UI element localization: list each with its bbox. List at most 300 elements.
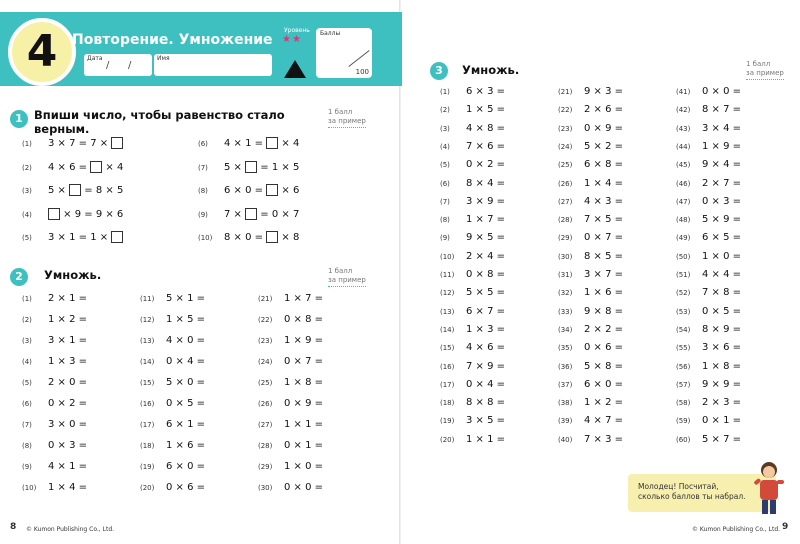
multiplication-problem [22, 335, 87, 346]
problem-number: (3) [22, 187, 32, 195]
multiplication-problem [558, 251, 623, 262]
level-stars-icon: ★★ [282, 34, 302, 45]
answer-box[interactable] [111, 231, 123, 243]
multiplication-problem [558, 196, 623, 207]
multiplication-problem [258, 335, 323, 346]
multiplication-problem [22, 398, 87, 409]
problem-number: (8) [198, 187, 208, 195]
problem-expression: 2 × 0 = [48, 377, 88, 388]
multiplication-problem [558, 123, 623, 134]
problem-number: (20) [140, 484, 155, 492]
multiplication-problem [676, 141, 741, 152]
problem-expression: 3 × 5 = [466, 415, 506, 427]
multiplication-problem [140, 398, 205, 409]
problem-expression-left: 5 × [48, 185, 70, 196]
problem-number: (29) [558, 234, 573, 243]
problem-expression-right: × 4 [278, 138, 300, 149]
problem-number: (8) [22, 442, 32, 450]
problem-expression: 6 × 3 = [466, 86, 506, 97]
problem-expression: 0 × 7 = [284, 356, 324, 367]
problem-expression: 0 × 1 = [284, 440, 324, 451]
problem-number: (27) [558, 197, 573, 206]
multiplication-problem [258, 293, 323, 304]
fill-in-problem [198, 231, 299, 243]
problem-number: (4) [22, 210, 32, 219]
problem-number: (9) [440, 234, 450, 243]
problem-number: (22) [258, 316, 273, 324]
points-per-item: за пример [746, 69, 784, 80]
problem-expression: 1 × 7 = [466, 214, 506, 226]
problem-expression: 0 × 9 = [584, 122, 624, 134]
problem-expression: 0 × 2 = [466, 159, 506, 171]
fill-in-problem [198, 184, 299, 196]
problem-number: (10) [198, 234, 213, 242]
problem-number: (7) [440, 197, 450, 206]
date-slash: / [128, 60, 132, 71]
multiplication-problem [258, 398, 323, 409]
problem-number: (17) [440, 380, 455, 389]
answer-box[interactable] [48, 208, 60, 220]
multiplication-problem [440, 214, 505, 225]
problem-expression: 1 × 3 = [48, 356, 88, 367]
problem-number: (23) [258, 337, 273, 345]
problem-number: (56) [676, 362, 691, 371]
name-field[interactable] [154, 54, 272, 76]
multiplication-problem [558, 232, 623, 243]
multiplication-problem [676, 214, 741, 225]
problem-expression-left: 6 × 0 = [224, 185, 267, 196]
multiplication-problem [558, 86, 623, 97]
problem-expression: 3 × 7 = [584, 269, 624, 280]
problem-number: (7) [22, 421, 32, 429]
problem-number: (6) [22, 400, 32, 408]
score-box[interactable] [316, 28, 372, 78]
problem-expression: 0 × 0 = [702, 86, 742, 97]
problem-expression: 1 × 1 = [466, 433, 506, 445]
problem-expression: 3 × 0 = [48, 419, 88, 430]
problem-expression: 9 × 5 = [466, 232, 506, 244]
problem-number: (10) [440, 252, 455, 261]
problem-number: (24) [558, 142, 573, 151]
score-label: Баллы [320, 30, 341, 37]
problem-number: (35) [558, 344, 573, 353]
problem-number: (47) [676, 197, 691, 206]
multiplication-problem [258, 377, 323, 388]
points-per-item: за пример [328, 276, 366, 287]
multiplication-problem [676, 159, 741, 170]
problem-expression: 3 × 6 = [702, 342, 742, 354]
answer-box[interactable] [111, 137, 123, 149]
answer-box[interactable] [245, 161, 257, 173]
problem-expression-left: 8 × 0 = [224, 232, 267, 243]
multiplication-problem [140, 356, 205, 367]
problem-expression: 9 × 9 = [702, 378, 742, 390]
section-3-points [746, 60, 784, 80]
page-number-left: 8 [10, 522, 17, 532]
multiplication-problem [558, 361, 623, 372]
multiplication-problem [676, 269, 741, 280]
problem-number: (52) [676, 289, 691, 298]
problem-expression: 5 × 7 = [702, 433, 742, 445]
problem-number: (13) [140, 337, 155, 345]
problem-number: (57) [676, 380, 691, 389]
problem-number: (38) [558, 399, 573, 408]
problem-number: (3) [440, 124, 450, 133]
problem-expression: 1 × 0 = [702, 250, 742, 262]
problem-number: (18) [140, 442, 155, 450]
problem-expression: 7 × 9 = [466, 360, 506, 372]
multiplication-problem [676, 196, 741, 207]
multiplication-problem [676, 287, 741, 298]
multiplication-problem [676, 434, 741, 445]
problem-number: (1) [22, 140, 32, 148]
multiplication-problem [440, 196, 505, 207]
multiplication-problem [676, 86, 741, 97]
problem-expression: 1 × 2 = [48, 314, 88, 325]
problem-number: (24) [258, 358, 273, 366]
problem-expression-right: × 4 [102, 161, 124, 173]
problem-number: (11) [440, 271, 455, 279]
problem-expression: 5 × 2 = [584, 140, 624, 152]
multiplication-problem [440, 361, 505, 372]
problem-expression: 1 × 3 = [466, 323, 506, 335]
problem-expression: 6 × 0 = [584, 378, 624, 390]
problem-number: (21) [258, 295, 273, 303]
problem-expression: 0 × 6 = [166, 482, 206, 493]
fill-in-problem [22, 208, 123, 220]
problem-number: (1) [440, 88, 450, 96]
problem-expression: 1 × 4 = [584, 177, 624, 189]
problem-expression: 7 × 5 = [584, 214, 624, 226]
multiplication-problem [440, 232, 505, 243]
problem-expression: 1 × 2 = [584, 397, 624, 409]
problem-expression: 1 × 4 = [48, 482, 88, 493]
problem-expression: 0 × 7 = [584, 232, 624, 244]
problem-expression-right: × 6 [278, 185, 300, 196]
problem-expression-left: 4 × 6 = [48, 161, 91, 173]
problem-number: (33) [558, 307, 573, 316]
fill-in-problem [198, 137, 299, 149]
fill-in-problem [198, 208, 299, 220]
points-label: 1 балл [328, 267, 353, 275]
problem-expression: 6 × 1 = [166, 419, 206, 430]
problem-number: (31) [558, 271, 573, 279]
problem-number: (11) [140, 295, 155, 303]
problem-expression: 2 × 7 = [702, 177, 742, 189]
score-divider [348, 50, 369, 67]
problem-number: (1) [22, 295, 32, 303]
problem-expression: 3 × 9 = [466, 195, 506, 207]
problem-expression: 2 × 2 = [584, 323, 624, 335]
problem-expression: 8 × 4 = [466, 177, 506, 189]
problem-expression: 4 × 3 = [584, 195, 624, 207]
problem-number: (2) [22, 316, 32, 324]
problem-expression: 1 × 0 = [284, 461, 324, 472]
problem-expression: 8 × 9 = [702, 323, 742, 335]
problem-expression: 8 × 8 = [466, 397, 506, 409]
multiplication-problem [140, 482, 205, 493]
multiplication-problem [558, 178, 623, 189]
multiplication-problem [140, 293, 205, 304]
multiplication-problem [440, 306, 505, 317]
problem-number: (29) [258, 463, 273, 471]
multiplication-problem [140, 461, 205, 472]
problem-number: (34) [558, 325, 573, 334]
problem-expression: 7 × 3 = [584, 433, 624, 445]
multiplication-problem [140, 440, 205, 451]
multiplication-problem [676, 123, 741, 134]
problem-expression: 0 × 2 = [48, 398, 88, 409]
problem-expression: 4 × 7 = [584, 415, 624, 427]
points-label: 1 балл [328, 108, 353, 116]
problem-number: (45) [676, 161, 691, 170]
problem-number: (53) [676, 307, 691, 316]
problem-number: (14) [140, 358, 155, 366]
multiplication-problem [258, 482, 323, 493]
problem-number: (6) [440, 179, 450, 188]
problem-number: (49) [676, 234, 691, 243]
multiplication-problem [440, 287, 505, 298]
multiplication-problem [440, 379, 505, 390]
problem-number: (2) [440, 106, 450, 115]
problem-expression: 0 × 0 = [284, 482, 324, 493]
problem-expression: 0 × 8 = [466, 269, 506, 280]
problem-number: (22) [558, 106, 573, 115]
problem-number: (5) [22, 234, 32, 242]
multiplication-problem [558, 379, 623, 390]
multiplication-problem [676, 251, 741, 262]
multiplication-problem [558, 397, 623, 408]
problem-number: (48) [676, 216, 691, 225]
problem-number: (14) [440, 325, 455, 334]
multiplication-problem [22, 461, 87, 472]
multiplication-problem [676, 104, 741, 115]
problem-expression: 0 × 8 = [284, 314, 324, 325]
problem-expression: 2 × 1 = [48, 293, 88, 304]
fill-in-problem [22, 161, 123, 173]
problem-number: (23) [558, 124, 573, 133]
multiplication-problem [258, 440, 323, 451]
problem-expression: 5 × 8 = [584, 360, 624, 372]
problem-number: (46) [676, 179, 691, 188]
section-1-title-line1: Впиши число, чтобы равенство стало [34, 108, 285, 122]
problem-number: (60) [676, 435, 691, 444]
multiplication-problem [440, 104, 505, 115]
problem-expression: 2 × 6 = [584, 104, 624, 116]
problem-expression: 1 × 6 = [584, 287, 624, 299]
problem-expression: 5 × 5 = [466, 287, 506, 299]
multiplication-problem [558, 141, 623, 152]
multiplication-problem [440, 178, 505, 189]
page-number-right: 9 [782, 522, 789, 532]
problem-expression: 0 × 5 = [702, 305, 742, 317]
date-slash: / [106, 60, 110, 71]
problem-expression: 1 × 1 = [284, 419, 324, 430]
copyright-right: © Kumon Publishing Co., Ltd. [692, 526, 781, 533]
problem-expression: 1 × 8 = [702, 360, 742, 372]
problem-number: (16) [140, 400, 155, 408]
multiplication-problem [558, 159, 623, 170]
problem-expression: 7 × 6 = [466, 140, 506, 152]
multiplication-problem [440, 159, 505, 170]
problem-number: (26) [558, 179, 573, 188]
section-3-number: 3 [430, 62, 448, 80]
problem-expression: 9 × 3 = [584, 86, 624, 97]
fill-in-problem [198, 161, 299, 173]
problem-expression: 0 × 4 = [466, 378, 506, 390]
problem-expression: 5 × 9 = [702, 214, 742, 226]
section-2-number: 2 [10, 268, 28, 286]
multiplication-problem [22, 419, 87, 430]
problem-number: (37) [558, 380, 573, 389]
problem-expression: 4 × 8 = [466, 122, 506, 134]
problem-number: (43) [676, 124, 691, 133]
problem-number: (20) [440, 435, 455, 444]
multiplication-problem [258, 356, 323, 367]
multiplication-problem [558, 415, 623, 426]
multiplication-problem [676, 232, 741, 243]
multiplication-problem [440, 342, 505, 353]
problem-number: (9) [198, 210, 208, 219]
problem-expression: 6 × 8 = [584, 159, 624, 171]
points-per-item: за пример [328, 117, 366, 128]
problem-expression: 1 × 5 = [166, 314, 206, 325]
answer-box[interactable] [90, 161, 102, 173]
worksheet-number-badge [8, 18, 76, 86]
problem-number: (4) [22, 358, 32, 366]
multiplication-problem [440, 434, 505, 445]
fill-in-problem [22, 231, 123, 243]
problem-expression: 9 × 4 = [702, 159, 742, 171]
section-1-title [34, 108, 285, 136]
problem-expression-left: 3 × 1 = 1 × [48, 232, 112, 243]
problem-expression: 9 × 8 = [584, 305, 624, 317]
multiplication-problem [558, 324, 623, 335]
problem-expression: 7 × 8 = [702, 287, 742, 299]
problem-expression-left: 4 × 1 = [224, 138, 267, 149]
multiplication-problem [258, 314, 323, 325]
problem-number: (3) [22, 337, 32, 345]
level-label: Уровень [284, 27, 310, 34]
multiplication-problem [676, 397, 741, 408]
multiplication-problem [22, 440, 87, 451]
problem-number: (6) [198, 140, 208, 148]
problem-expression: 4 × 0 = [166, 335, 206, 346]
problem-number: (8) [440, 216, 450, 225]
multiplication-problem [440, 141, 505, 152]
score-max: 100 [355, 68, 369, 76]
problem-number: (15) [140, 379, 155, 387]
problem-number: (5) [440, 161, 450, 170]
problem-expression: 4 × 1 = [48, 461, 88, 472]
multiplication-problem [22, 314, 87, 325]
problem-expression: 6 × 7 = [466, 305, 506, 317]
praise-line-2: сколько баллов ты набрал. [638, 492, 746, 501]
problem-number: (4) [440, 142, 450, 151]
answer-box[interactable] [245, 208, 257, 220]
section-1-points [328, 108, 366, 128]
problem-number: (2) [22, 163, 32, 172]
problem-expression-right: = 1 × 5 [257, 161, 300, 173]
problem-number: (18) [440, 399, 455, 408]
multiplication-problem [140, 419, 205, 430]
multiplication-problem [440, 86, 505, 97]
problem-expression: 0 × 1 = [702, 415, 742, 427]
problem-expression: 4 × 6 = [466, 342, 506, 354]
problem-expression: 0 × 4 = [166, 356, 206, 367]
multiplication-problem [558, 434, 623, 445]
multiplication-problem [676, 306, 741, 317]
problem-expression: 0 × 5 = [166, 398, 206, 409]
problem-expression-right: = 8 × 5 [81, 185, 124, 196]
problem-number: (39) [558, 417, 573, 426]
multiplication-problem [140, 335, 205, 346]
multiplication-problem [440, 251, 505, 262]
kumon-triangle-icon [284, 60, 306, 78]
copyright-left: © Kumon Publishing Co., Ltd. [26, 526, 115, 533]
answer-box[interactable] [266, 231, 278, 243]
problem-number: (12) [440, 289, 455, 298]
problem-expression: 2 × 3 = [702, 397, 742, 409]
answer-box[interactable] [266, 137, 278, 149]
problem-number: (15) [440, 344, 455, 353]
problem-number: (41) [676, 88, 691, 96]
multiplication-problem [440, 269, 505, 280]
problem-expression: 4 × 4 = [702, 269, 742, 280]
problem-number: (51) [676, 271, 691, 279]
problem-expression: 1 × 6 = [166, 440, 206, 451]
answer-box[interactable] [266, 184, 278, 196]
problem-number: (16) [440, 362, 455, 371]
multiplication-problem [676, 379, 741, 390]
problem-expression: 0 × 9 = [284, 398, 324, 409]
problem-number: (5) [22, 379, 32, 387]
worksheet-title: Повторение. Умножение [72, 32, 273, 48]
problem-number: (26) [258, 400, 273, 408]
multiplication-problem [558, 214, 623, 225]
multiplication-problem [22, 356, 87, 367]
boy-character-icon [752, 458, 786, 518]
multiplication-problem [258, 419, 323, 430]
multiplication-problem [440, 397, 505, 408]
fill-in-problem [22, 184, 123, 196]
problem-number: (30) [258, 484, 273, 492]
problem-expression: 0 × 6 = [584, 342, 624, 354]
problem-expression: 6 × 5 = [702, 232, 742, 244]
multiplication-problem [140, 314, 205, 325]
problem-number: (12) [140, 316, 155, 324]
problem-expression: 8 × 5 = [584, 250, 624, 262]
problem-expression: 1 × 7 = [284, 293, 324, 304]
praise-line-1: Молодец! Посчитай, [638, 482, 719, 491]
multiplication-problem [258, 461, 323, 472]
problem-expression: 5 × 1 = [166, 293, 206, 304]
problem-expression: 6 × 0 = [166, 461, 206, 472]
problem-number: (40) [558, 435, 573, 444]
multiplication-problem [676, 361, 741, 372]
problem-expression-right: × 8 [278, 232, 300, 243]
date-field[interactable] [84, 54, 152, 76]
problem-number: (10) [22, 484, 37, 492]
multiplication-problem [676, 324, 741, 335]
answer-box[interactable] [69, 184, 81, 196]
problem-expression-left: 5 × [224, 161, 246, 173]
multiplication-problem [558, 269, 623, 280]
problem-number: (9) [22, 463, 32, 471]
multiplication-problem [558, 287, 623, 298]
worksheet-number: 4 [26, 26, 58, 77]
problem-expression: 8 × 7 = [702, 104, 742, 116]
